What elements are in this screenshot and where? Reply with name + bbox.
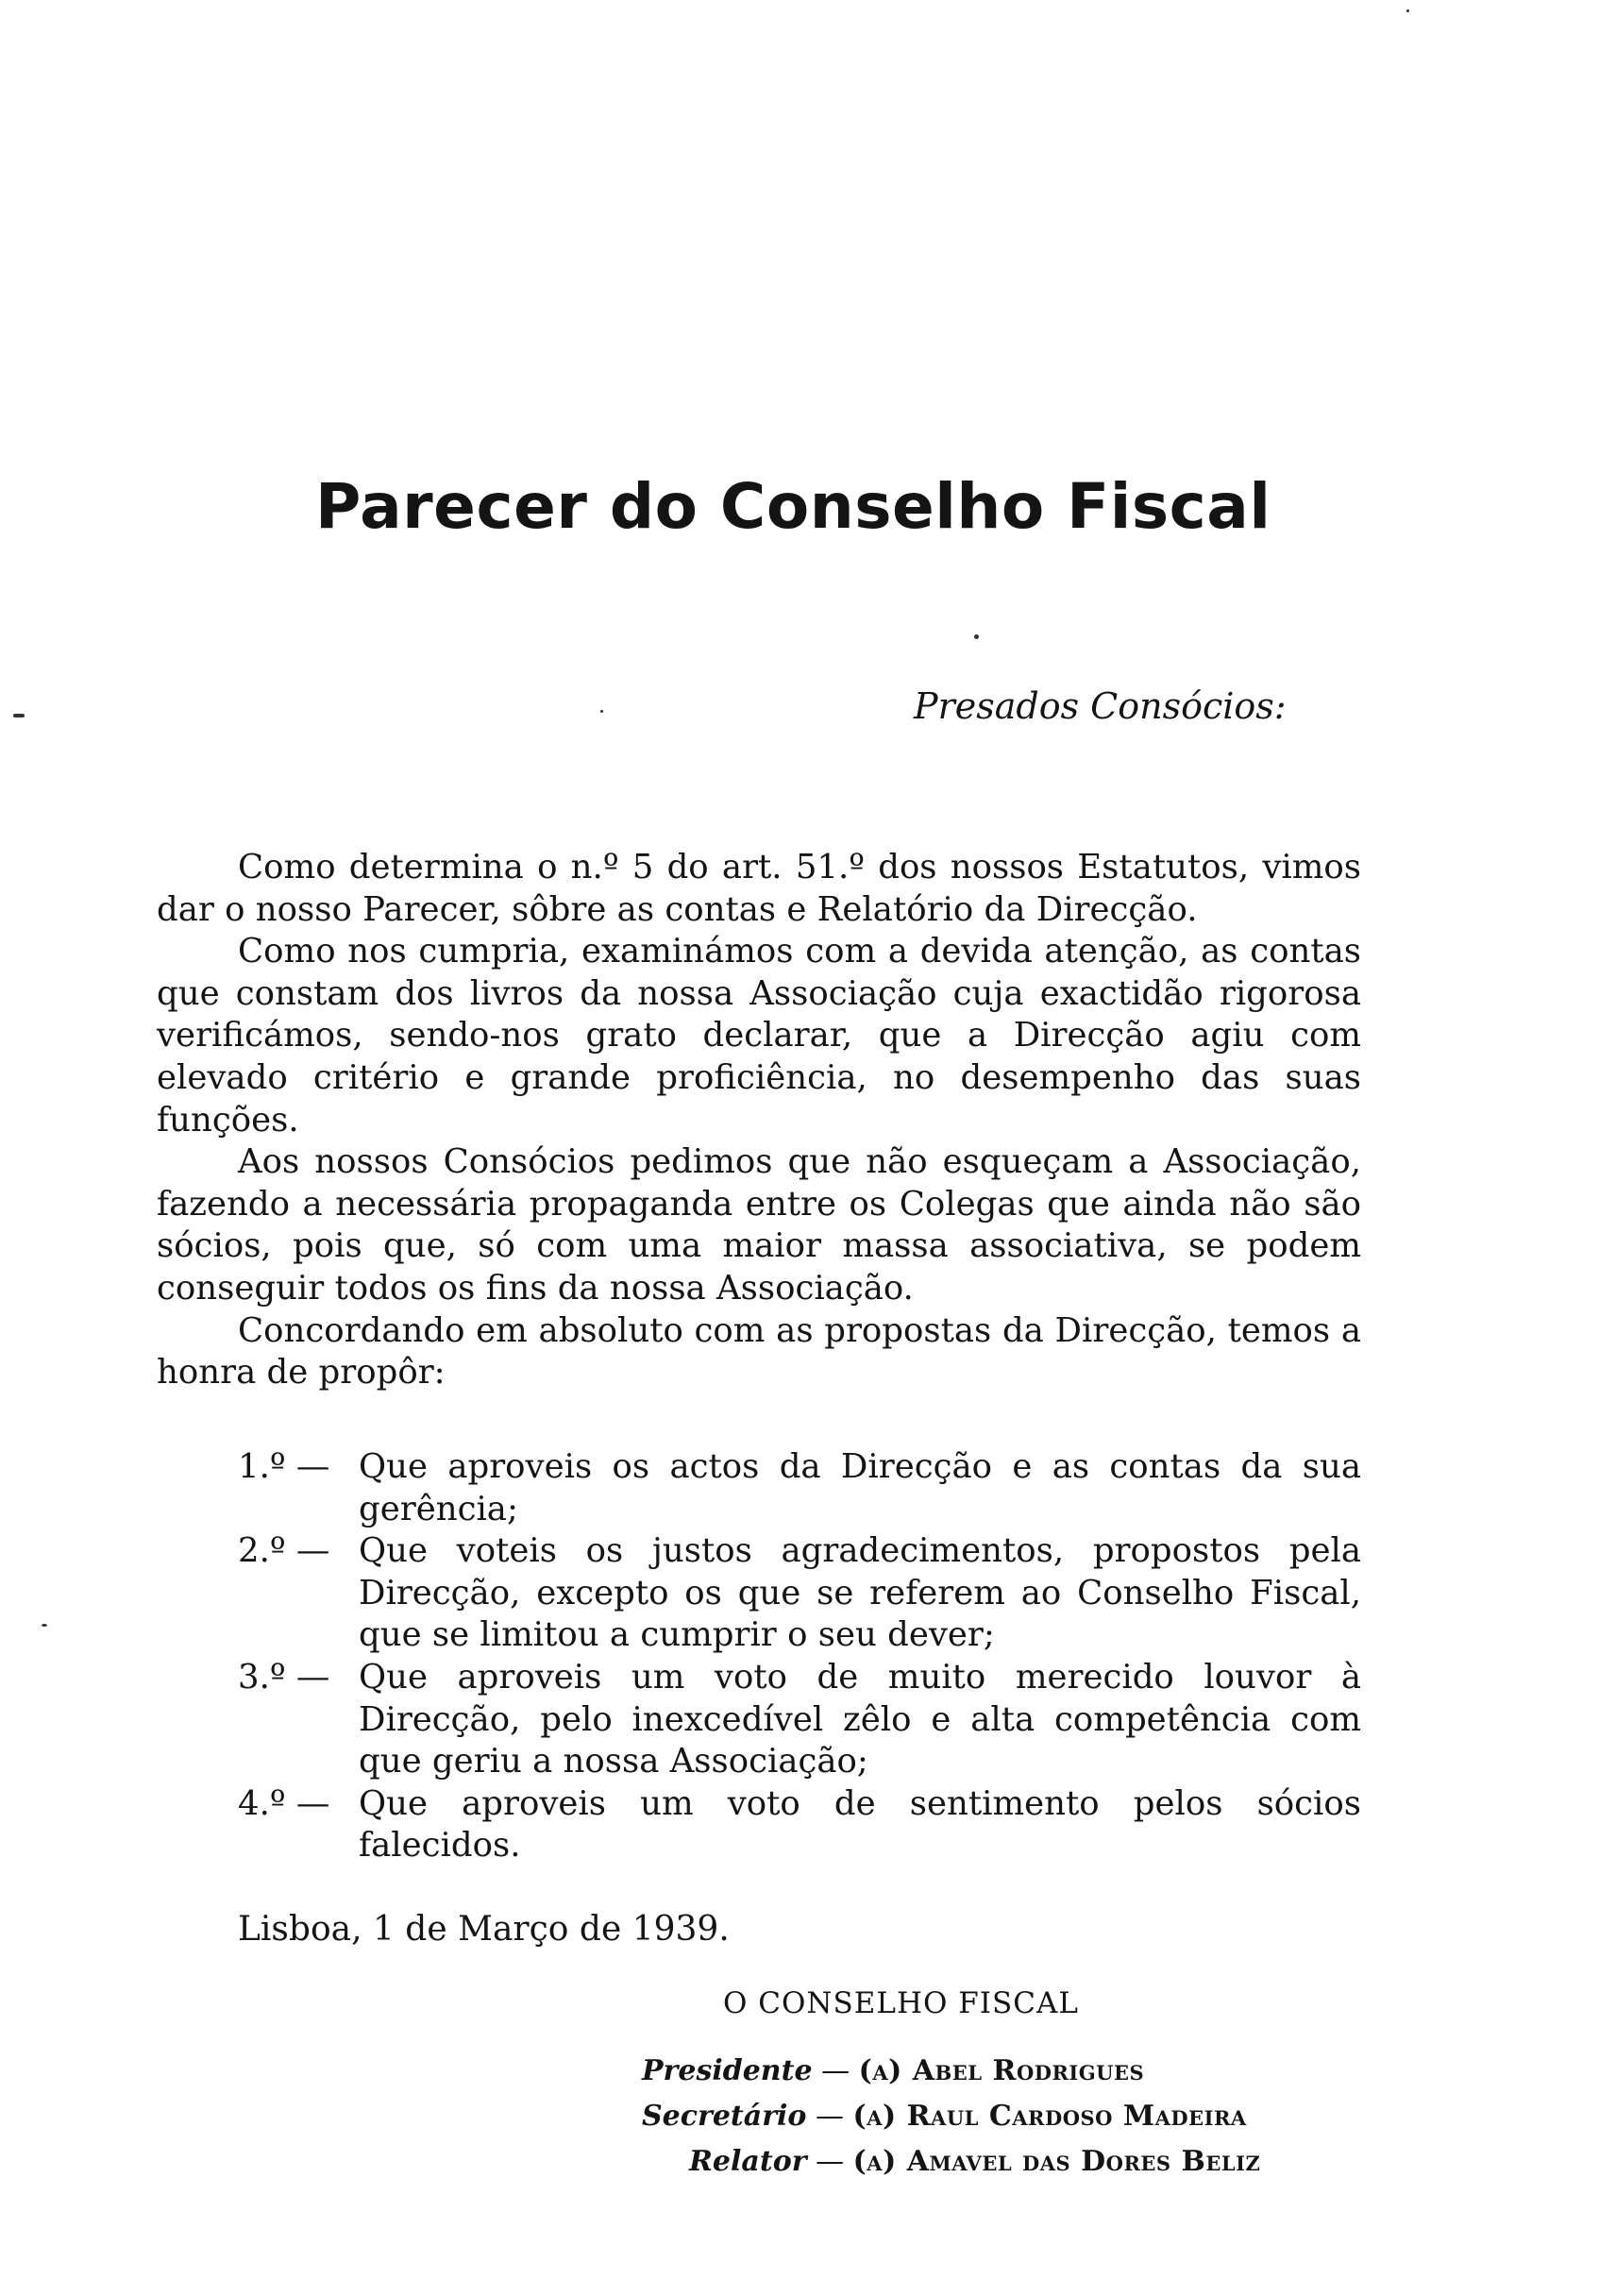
dateline: Lisboa, 1 de Março de 1939.: [238, 1910, 730, 1949]
council-heading: O CONSELHO FISCAL: [723, 1986, 1079, 2020]
signatory-dash: —: [806, 2100, 853, 2133]
scan-speck: [600, 710, 603, 713]
proposal-item: [157, 1446, 1361, 1530]
proposal-text: Que aproveis um voto de muito merecido louvor à Direcção, pelo inexcedível zêlo e alta competência com que geriu a nossa Associação;: [359, 1657, 1361, 1781]
proposal-text: Que voteis os justos agradecimentos, propostos pela Direcção, excepto os que se referem ao Conselho Fiscal, que se limitou a cumprir o seu dever;: [359, 1531, 1361, 1655]
signatory-role: Secretário: [642, 2100, 807, 2133]
salutation: Presados Consócios:: [914, 685, 1287, 727]
signatory-dash: —: [812, 2054, 859, 2087]
proposal-number: 2.º —: [238, 1531, 330, 1571]
proposal-item: [157, 1783, 1361, 1867]
proposal-item: [157, 1530, 1361, 1657]
page-title: Parecer do Conselho Fiscal: [315, 470, 1271, 543]
proposal-number: 4.º —: [238, 1783, 330, 1823]
paragraph: Como nos cumpria, examinámos com a devida atenção, as contas que constam dos livros da nossa Associação cuja exactidão rigorosa verificámos, sendo-nos grato declarar, que a Direcção agiu com elevado critério e grande proficiência, no desempenho das suas funções.: [157, 932, 1361, 1140]
proposals-list: [157, 1446, 1361, 1867]
scan-speck: [1406, 9, 1409, 12]
paragraph: Concordando em absoluto com as propostas da Direcção, temos a honra de propôr:: [157, 1310, 1361, 1393]
scan-speck: [42, 1624, 47, 1627]
scan-speck: [13, 714, 25, 718]
proposal-text: Que aproveis os actos da Direcção e as contas da sua gerência;: [359, 1447, 1361, 1528]
signature-secretary: [642, 2100, 1247, 2133]
proposal-number: 3.º —: [238, 1657, 330, 1697]
signature-president: [642, 2054, 1144, 2087]
signatory-name: (a) Raul Cardoso Madeira: [852, 2100, 1247, 2133]
proposal-item: [157, 1657, 1361, 1783]
signatory-name: (a) Abel Rodrigues: [858, 2054, 1145, 2087]
paragraph: Aos nossos Consócios pedimos que não esqueçam a Associação, fazendo a necessária propaganda entre os Colegas que ainda não são sócios, pois que, só com uma maior massa associativa, se podem conseguir todos os fins da nossa Associação.: [157, 1142, 1361, 1308]
signatory-role: Presidente: [642, 2054, 813, 2087]
proposal-number: 1.º —: [238, 1447, 330, 1486]
signatory-dash: —: [806, 2145, 853, 2178]
body-text: [157, 847, 1361, 1394]
signatory-role: Relator: [689, 2145, 807, 2178]
paragraph: Como determina o n.º 5 do art. 51.º dos nossos Estatutos, vimos dar o nosso Parecer, sôbre as contas e Relatório da Direcção.: [157, 848, 1361, 929]
signatory-name: (a) Amavel das Dores Beliz: [852, 2145, 1261, 2178]
proposal-text: Que aproveis um voto de sentimento pelos sócios falecidos.: [359, 1783, 1361, 1866]
scan-speck: [974, 634, 979, 639]
signature-reporter: [689, 2145, 1260, 2178]
